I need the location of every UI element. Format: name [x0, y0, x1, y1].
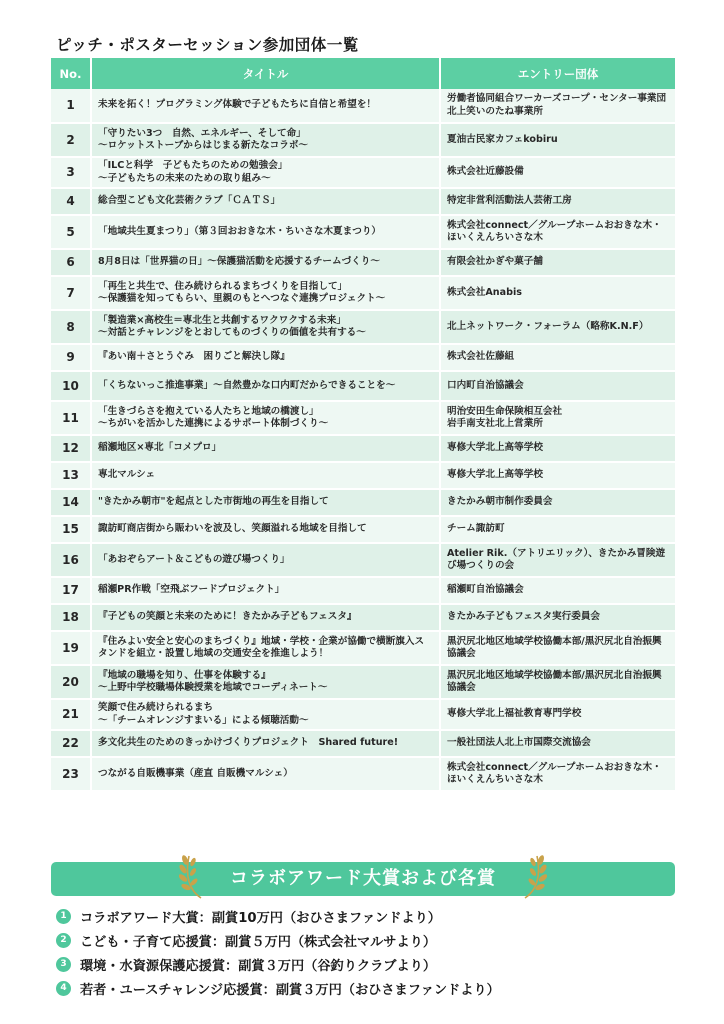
award-text: 若者・ユースチャレンジ応援賞：副賞３万円（おひさまファンドより）: [80, 982, 500, 998]
cell-title: 8月8日は「世界猫の日」～保護猫活動を応援するチームづくり～: [91, 249, 440, 276]
cell-team: 口内町自治協議会: [440, 371, 675, 401]
cell-no: 4: [51, 188, 91, 215]
table-header-row: [51, 58, 675, 89]
cell-title: 稲瀬PR作戦「空飛ぶフードプロジェクト」: [91, 577, 440, 604]
cell-title: 『地域の職場を知り、仕事を体験する』 ～上野中学校職場体験授業を地域でコーディネート～: [91, 665, 440, 699]
cell-no: 22: [51, 730, 91, 757]
table-row: [51, 310, 675, 344]
award-number-badge: 2: [56, 933, 71, 948]
cell-team: 株式会社connect／グループホームおおきな木・ほいくえんちいさな木: [440, 757, 675, 791]
cell-team: 専修大学北上高等学校: [440, 435, 675, 462]
cell-title: 『住みよい安全と安心のまちづくり』地域・学校・企業が協働で横断旗入スタンドを組立・設置し地域の交通安全を推進しよう！: [91, 631, 440, 665]
cell-no: 15: [51, 516, 91, 543]
cell-title: 「再生と共生で、住み続けられるまちづくりを目指して」 ～保護猫を知ってもらい、里親のもとへつなぐ連携プロジェクト～: [91, 276, 440, 310]
cell-no: 8: [51, 310, 91, 344]
table-row: [51, 157, 675, 188]
cell-no: 16: [51, 543, 91, 577]
cell-team: きたかみ子どもフェスタ実行委員会: [440, 604, 675, 631]
cell-team: 明治安田生命保険相互会社 岩手南支社北上営業所: [440, 401, 675, 435]
cell-team: 株式会社connect／グループホームおおきな木・ほいくえんちいさな木: [440, 215, 675, 249]
award-item: [56, 976, 500, 1000]
cell-title: 多文化共生のためのきっかけづくりプロジェクト Shared future!: [91, 730, 440, 757]
cell-no: 18: [51, 604, 91, 631]
column-header-title: タイトル: [91, 58, 440, 89]
cell-no: 6: [51, 249, 91, 276]
cell-team: 株式会社Anabis: [440, 276, 675, 310]
cell-title: 『あい南＋さとうぐみ 困りごと解決し隊』: [91, 344, 440, 371]
cell-team: 北上ネットワーク・フォーラム（略称K.N.F）: [440, 310, 675, 344]
cell-team: Atelier Rik.（アトリエリック）、きたかみ冒険遊び場つくりの会: [440, 543, 675, 577]
cell-title: 「製造業×高校生＝専北生と共創するワクワクする未来」 ～対話とチャレンジをとおしてものづくりの価値を共有する～: [91, 310, 440, 344]
cell-title: 専北マルシェ: [91, 462, 440, 489]
cell-no: 21: [51, 699, 91, 730]
column-header-team: エントリー団体: [440, 58, 675, 89]
table-row: [51, 543, 675, 577]
cell-team: 黒沢尻北地区地域学校協働本部/黒沢尻北自治振興協議会: [440, 631, 675, 665]
cell-team: 専修大学北上高等学校: [440, 462, 675, 489]
table-row: [51, 89, 675, 123]
table-row: [51, 249, 675, 276]
table-row: [51, 371, 675, 401]
award-text: コラボアワード大賞：副賞10万円（おひさまファンドより）: [80, 910, 441, 926]
cell-no: 12: [51, 435, 91, 462]
table-row: [51, 631, 675, 665]
award-item: [56, 952, 500, 976]
cell-team: 専修大学北上福祉教育専門学校: [440, 699, 675, 730]
cell-no: 10: [51, 371, 91, 401]
cell-no: 9: [51, 344, 91, 371]
award-text: 環境・水資源保護応援賞：副賞３万円（谷釣りクラブより）: [80, 958, 437, 974]
cell-team: チーム諏訪町: [440, 516, 675, 543]
cell-team: 黒沢尻北地区地域学校協働本部/黒沢尻北自治振興協議会: [440, 665, 675, 699]
table-row: [51, 516, 675, 543]
cell-team: 稲瀬町自治協議会: [440, 577, 675, 604]
cell-no: 7: [51, 276, 91, 310]
cell-title: 「あおぞらアート＆こどもの遊び場つくり」: [91, 543, 440, 577]
cell-title: 『子どもの笑顔と未来のために！きたかみ子どもフェスタ』: [91, 604, 440, 631]
cell-title: 笑顔で住み続けられるまち ～「チームオレンジすまいる」による傾聴活動～: [91, 699, 440, 730]
cell-title: つながる自販機事業（産直 自販機マルシェ）: [91, 757, 440, 791]
table-row: [51, 757, 675, 791]
cell-title: 「ILCと科学 子どもたちのための勉強会」 ～子どもたちの未来のための取り組み～: [91, 157, 440, 188]
laurel-right-icon: [521, 850, 547, 900]
award-item: [56, 928, 500, 952]
table-row: [51, 665, 675, 699]
cell-team: 特定非営利活動法人芸術工房: [440, 188, 675, 215]
cell-team: 労働者協同組合ワーカーズコープ・センター事業団北上笑いのたね事業所: [440, 89, 675, 123]
cell-title: 「守りたい3つ 自然、エネルギー、そして命」 ～ロケットストーブからはじまる新たなコラボ～: [91, 123, 440, 157]
award-banner: [51, 862, 675, 896]
cell-title: 「地域共生夏まつり」（第３回おおきな木・ちいさな木夏まつり）: [91, 215, 440, 249]
table-row: [51, 730, 675, 757]
cell-no: 13: [51, 462, 91, 489]
table-row: [51, 188, 675, 215]
award-item: [56, 904, 500, 928]
cell-title: 総合型こども文化芸術クラブ「ＣＡＴＳ」: [91, 188, 440, 215]
cell-no: 5: [51, 215, 91, 249]
cell-title: "きたかみ朝市"を起点とした市街地の再生を目指して: [91, 489, 440, 516]
page-title: ピッチ・ポスターセッション参加団体一覧: [56, 36, 359, 54]
table-row: [51, 276, 675, 310]
award-number-badge: 1: [56, 909, 71, 924]
table-row: [51, 435, 675, 462]
cell-title: 稲瀬地区×専北「コメプロ」: [91, 435, 440, 462]
cell-no: 20: [51, 665, 91, 699]
cell-title: 諏訪町商店街から賑わいを波及し、笑顔溢れる地域を目指して: [91, 516, 440, 543]
table-row: [51, 401, 675, 435]
cell-no: 23: [51, 757, 91, 791]
award-banner-title: コラボアワード大賞および各賞: [230, 868, 496, 889]
cell-team: きたかみ朝市制作委員会: [440, 489, 675, 516]
cell-team: 一般社団法人北上市国際交流協会: [440, 730, 675, 757]
award-list: [56, 904, 500, 1000]
cell-team: 株式会社佐藤組: [440, 344, 675, 371]
cell-title: 未来を拓く！プログラミング体験で子どもたちに自信と希望を！: [91, 89, 440, 123]
cell-no: 19: [51, 631, 91, 665]
cell-title: 「生きづらさを抱えている人たちと地域の橋渡し」 ～ちがいを活かした連携によるサポート体制づくり～: [91, 401, 440, 435]
award-text: こども・子育て応援賞：副賞５万円（株式会社マルサより）: [80, 934, 437, 950]
award-number-badge: 4: [56, 981, 71, 996]
cell-no: 1: [51, 89, 91, 123]
award-number-badge: 3: [56, 957, 71, 972]
column-header-no: No.: [51, 58, 91, 89]
table-row: [51, 489, 675, 516]
cell-title: 「くちないっこ推進事業」～自然豊かな口内町だからできることを～: [91, 371, 440, 401]
table-row: [51, 123, 675, 157]
table-row: [51, 577, 675, 604]
cell-no: 14: [51, 489, 91, 516]
cell-no: 2: [51, 123, 91, 157]
cell-no: 17: [51, 577, 91, 604]
table-row: [51, 699, 675, 730]
cell-team: 有限会社かぎや菓子舗: [440, 249, 675, 276]
table-row: [51, 462, 675, 489]
cell-no: 3: [51, 157, 91, 188]
table-row: [51, 344, 675, 371]
cell-team: 株式会社近藤設備: [440, 157, 675, 188]
cell-no: 11: [51, 401, 91, 435]
table-row: [51, 604, 675, 631]
table-row: [51, 215, 675, 249]
entry-table: [51, 58, 675, 792]
cell-team: 夏油古民家カフェkobiru: [440, 123, 675, 157]
